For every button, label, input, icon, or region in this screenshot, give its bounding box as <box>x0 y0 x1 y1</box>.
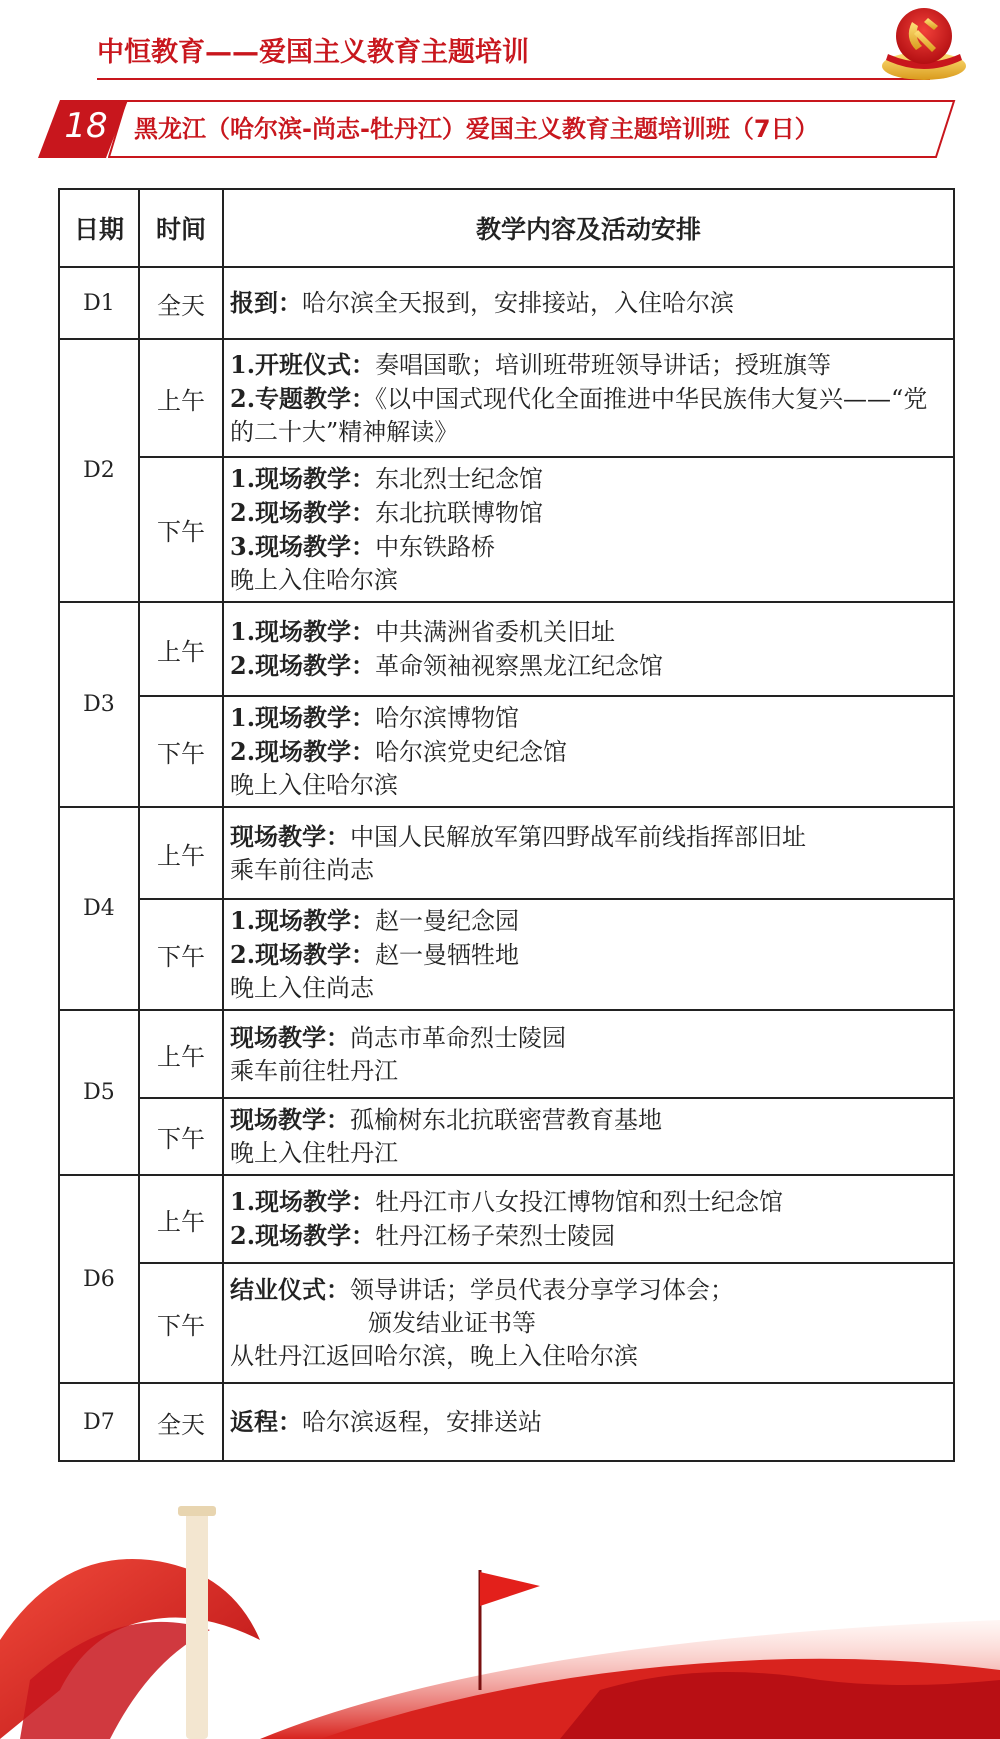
activity-text: 奏唱国歌；培训班带班领导讲话；授班旗等 <box>375 350 832 379</box>
activity-text: 乘车前往牡丹江 <box>230 1056 398 1085</box>
day-cell: D3 <box>59 602 139 807</box>
table-row <box>59 807 954 899</box>
activity-text: 哈尔滨返程，安排送站 <box>302 1408 542 1436</box>
activity-text: 赵一曼纪念园 <box>375 907 520 935</box>
table-row <box>59 1010 954 1098</box>
table-row <box>59 457 954 602</box>
time-cell: 下午 <box>139 1263 223 1383</box>
red-flag-decoration <box>0 1490 1000 1739</box>
activity-text: 中国人民解放军第四野战军前线指挥部旧址 <box>350 822 806 851</box>
content-cell <box>223 696 954 807</box>
content-cell <box>223 807 954 899</box>
day-cell: D6 <box>59 1175 139 1383</box>
activity-label: 现场教学： <box>230 1105 350 1134</box>
activity-label: 结业仪式： <box>230 1275 350 1304</box>
time-cell: 下午 <box>139 1098 223 1175</box>
time-cell: 上午 <box>139 807 223 899</box>
activity-text: 东北抗联博物馆 <box>375 499 544 527</box>
table-row <box>59 899 954 1010</box>
page-header-title: 中恒教育——爱国主义教育主题培训 <box>97 37 529 68</box>
activity-label: 2.现场教学： <box>230 651 376 680</box>
table-row <box>59 1263 954 1383</box>
header-content: 教学内容及活动安排 <box>223 189 954 267</box>
activity-label: 3.现场教学： <box>230 532 376 561</box>
activity-text: 中东铁路桥 <box>375 533 496 561</box>
header-time: 时间 <box>139 189 223 267</box>
activity-text: 尚志市革命烈士陵园 <box>350 1023 566 1052</box>
activity-label: 1.现场教学： <box>230 617 376 646</box>
content-cell <box>223 1263 954 1383</box>
content-cell <box>223 1098 954 1175</box>
activity-label: 2.现场教学： <box>230 1221 376 1250</box>
time-cell: 下午 <box>139 696 223 807</box>
content-cell <box>223 267 954 339</box>
time-cell: 全天 <box>139 267 223 339</box>
time-cell: 上午 <box>139 1175 223 1263</box>
day-cell: D2 <box>59 339 139 602</box>
activity-text: 从牡丹江返回哈尔滨，晚上入住哈尔滨 <box>230 1342 638 1370</box>
table-row <box>59 1175 954 1263</box>
activity-label: 2.现场教学： <box>230 737 376 766</box>
header-date: 日期 <box>59 189 139 267</box>
content-cell <box>223 339 954 457</box>
table-row <box>59 1383 954 1461</box>
day-cell: D7 <box>59 1383 139 1461</box>
party-emblem-icon <box>876 0 968 84</box>
activity-text: 颁发结业证书等 <box>368 1309 536 1337</box>
activity-text: 领导讲话；学员代表分享学习体会； <box>350 1276 734 1304</box>
activity-text: 革命领袖视察黑龙江纪念馆 <box>375 652 664 680</box>
content-cell <box>223 1175 954 1263</box>
content-cell <box>223 1010 954 1098</box>
activity-text: 乘车前往尚志 <box>230 855 374 884</box>
schedule-table <box>58 188 955 1462</box>
table-header-row <box>59 189 954 267</box>
activity-label: 2.现场教学： <box>230 940 376 969</box>
table-row <box>59 339 954 457</box>
activity-text: 哈尔滨全天报到，安排接站，入住哈尔滨 <box>302 289 734 317</box>
activity-text: 中共满洲省委机关旧址 <box>375 618 616 646</box>
activity-text: 哈尔滨博物馆 <box>375 704 520 732</box>
activity-label: 1.现场教学： <box>230 703 376 732</box>
table-row <box>59 696 954 807</box>
activity-label: 返程： <box>230 1407 302 1436</box>
activity-label: 1.现场教学： <box>230 1187 376 1216</box>
time-cell: 上午 <box>139 1010 223 1098</box>
content-cell <box>223 457 954 602</box>
banner-title: 黑龙江（哈尔滨-尚志-牡丹江）爱国主义教育主题培训班（7日） <box>134 115 819 143</box>
activity-text: 晚上入住牡丹江 <box>230 1139 398 1167</box>
activity-text: 晚上入住哈尔滨 <box>230 771 398 799</box>
time-cell: 上午 <box>139 339 223 457</box>
activity-text: 牡丹江市八女投江博物馆和烈士纪念馆 <box>375 1188 784 1216</box>
activity-text: 孤榆树东北抗联密营教育基地 <box>350 1106 662 1134</box>
day-cell: D4 <box>59 807 139 1010</box>
activity-text: 晚上入住哈尔滨 <box>230 566 398 594</box>
activity-label: 报到： <box>230 288 302 317</box>
content-cell <box>223 1383 954 1461</box>
activity-label: 1.现场教学： <box>230 906 376 935</box>
activity-label: 2.专题教学： <box>230 383 376 413</box>
table-row <box>59 602 954 696</box>
activity-text: 东北烈士纪念馆 <box>375 465 544 493</box>
header-divider <box>97 78 930 80</box>
content-cell <box>223 899 954 1010</box>
activity-label: 1.开班仪式： <box>230 349 376 379</box>
number-badge-text: 18 <box>64 106 108 146</box>
activity-text: 晚上入住尚志 <box>230 974 374 1002</box>
activity-label: 2.现场教学： <box>230 498 376 527</box>
activity-text: 《以中国式现代化全面推进中华民族伟大复兴——“党的二十大”精神解读》 <box>230 384 928 446</box>
time-cell: 上午 <box>139 602 223 696</box>
content-cell <box>223 602 954 696</box>
time-cell: 下午 <box>139 899 223 1010</box>
activity-text: 赵一曼牺牲地 <box>375 941 520 969</box>
activity-text: 哈尔滨党史纪念馆 <box>375 738 568 766</box>
time-cell: 下午 <box>139 457 223 602</box>
activity-label: 现场教学： <box>230 821 350 851</box>
day-cell: D1 <box>59 267 139 339</box>
activity-label: 现场教学： <box>230 1022 350 1052</box>
activity-label: 1.现场教学： <box>230 464 376 493</box>
table-row <box>59 1098 954 1175</box>
day-cell: D5 <box>59 1010 139 1175</box>
time-cell: 全天 <box>139 1383 223 1461</box>
table-row <box>59 267 954 339</box>
activity-text: 牡丹江杨子荣烈士陵园 <box>375 1222 616 1250</box>
